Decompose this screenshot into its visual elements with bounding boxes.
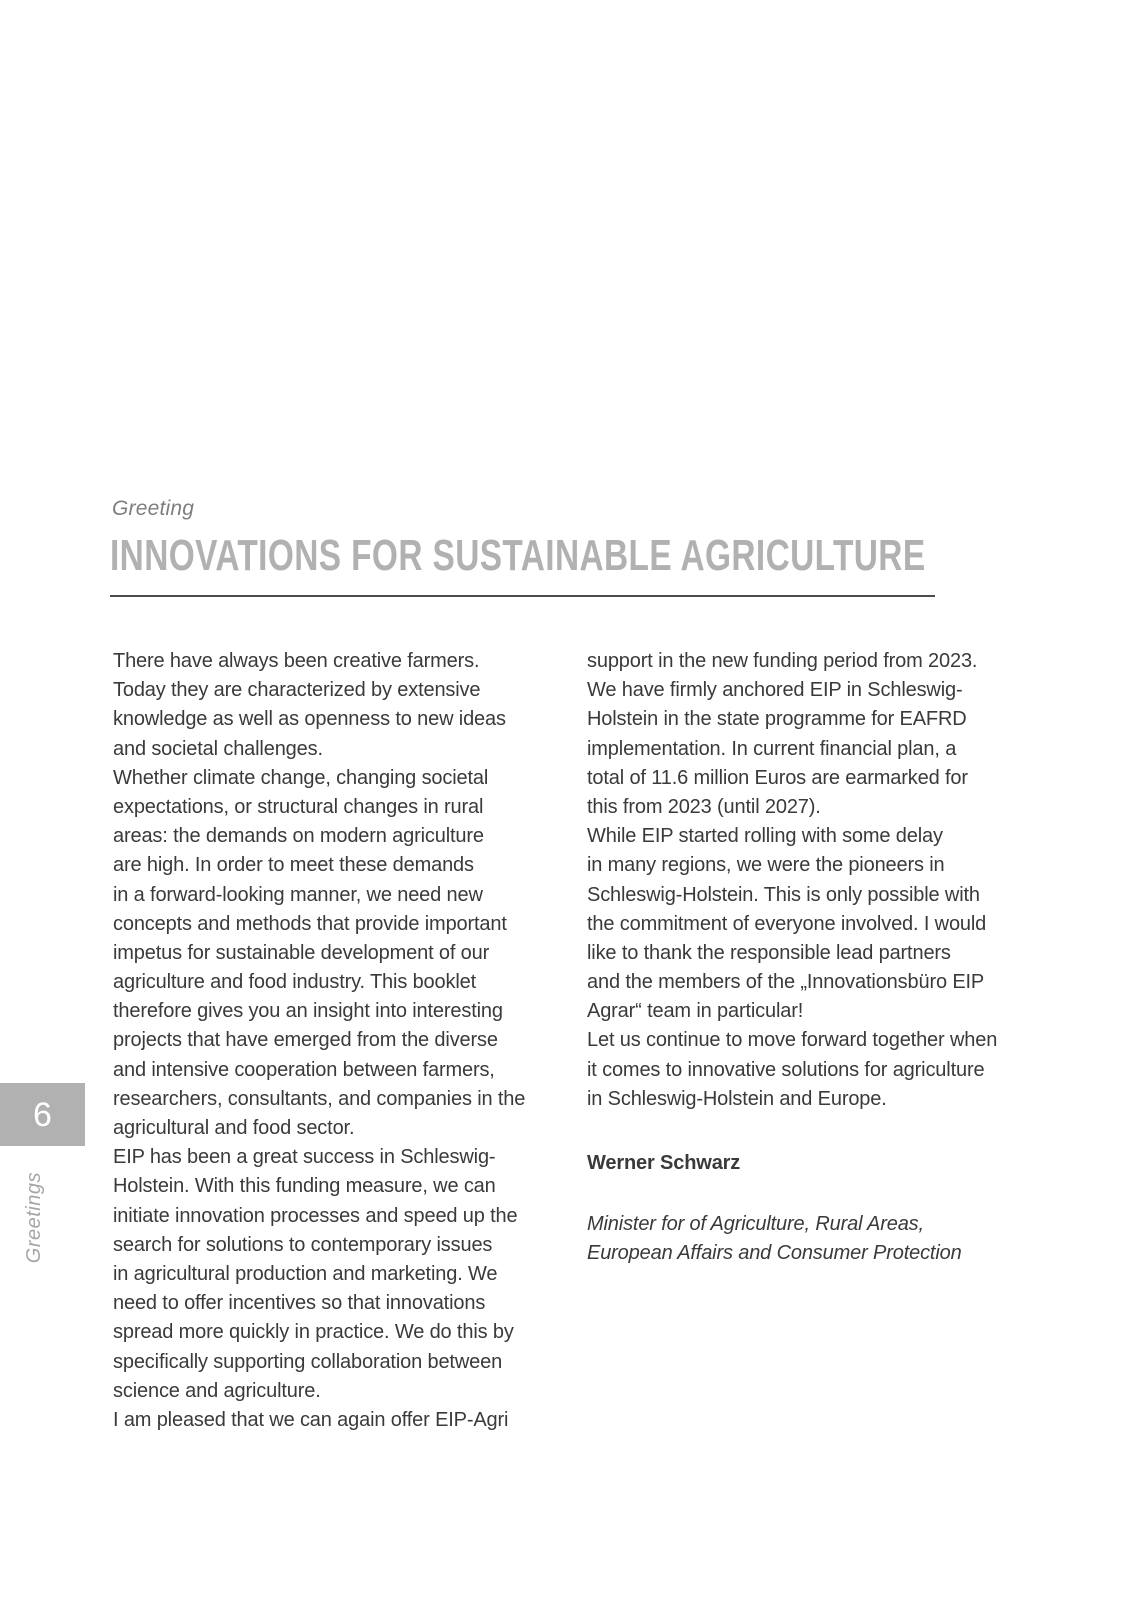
article-column-right bbox=[587, 647, 1047, 1269]
text-line: European Affairs and Consumer Protection bbox=[587, 1242, 962, 1265]
article-column-right-text bbox=[587, 647, 1047, 1114]
text-line: Whether climate change, changing societal bbox=[113, 766, 489, 789]
text-line: Holstein. With this funding measure, we can bbox=[113, 1175, 496, 1198]
text-line: Minister for of Agriculture, Rural Areas, bbox=[587, 1213, 924, 1236]
signature-role bbox=[587, 1210, 1047, 1268]
text-line: Let us continue to move forward together when bbox=[587, 1029, 998, 1052]
page-title: INNOVATIONS FOR SUSTAINABLE AGRICULTURE bbox=[110, 531, 926, 580]
text-line: this from 2023 (until 2027). bbox=[587, 795, 821, 818]
text-line: We have firmly anchored EIP in Schleswig- bbox=[587, 679, 963, 702]
text-line: implementation. In current financial plan, a bbox=[587, 737, 957, 760]
text-line: specifically supporting collaboration between bbox=[113, 1350, 503, 1373]
text-line: agricultural and food sector. bbox=[113, 1117, 355, 1139]
text-line: in many regions, we were the pioneers in bbox=[587, 854, 945, 877]
text-line: and societal challenges. bbox=[113, 737, 323, 760]
text-line: I am pleased that we can again offer EIP-Agri bbox=[113, 1408, 509, 1431]
text-line: in a forward-looking manner, we need new bbox=[113, 883, 483, 906]
text-line: researchers, consultants, and companies in the bbox=[113, 1087, 526, 1110]
text-line: While EIP started rolling with some delay bbox=[587, 825, 943, 848]
kicker-label: Greeting bbox=[112, 497, 195, 520]
text-line: Today they are characterized by extensive bbox=[113, 679, 481, 702]
page-number-box bbox=[0, 1083, 85, 1146]
text-line: knowledge as well as openness to new ideas bbox=[113, 708, 506, 731]
title-divider bbox=[110, 595, 935, 597]
sidebar-section-label bbox=[14, 1163, 54, 1273]
text-line: the commitment of everyone involved. I would bbox=[587, 912, 987, 935]
text-line: search for solutions to contemporary issues bbox=[113, 1233, 493, 1256]
text-line: concepts and methods that provide important bbox=[113, 912, 507, 935]
text-line: projects that have emerged from the diverse bbox=[113, 1029, 498, 1052]
text-line: There have always been creative farmers. bbox=[113, 650, 480, 672]
text-line: spread more quickly in practice. We do this by bbox=[113, 1321, 514, 1344]
sidebar-section-label-text: Greetings bbox=[22, 1172, 45, 1264]
text-line: Schleswig-Holstein. This is only possible with bbox=[587, 883, 980, 906]
text-line: Holstein in the state programme for EAFRD bbox=[587, 708, 967, 731]
text-line: and intensive cooperation between farmers, bbox=[113, 1058, 495, 1081]
text-line: support in the new funding period from 2023. bbox=[587, 650, 978, 672]
text-line: like to thank the responsible lead partners bbox=[587, 941, 951, 964]
text-line: expectations, or structural changes in rural bbox=[113, 795, 484, 818]
text-line: impetus for sustainable development of our bbox=[113, 941, 490, 964]
text-line: EIP has been a great success in Schleswig- bbox=[113, 1146, 496, 1169]
text-line: initiate innovation processes and speed up the bbox=[113, 1204, 518, 1227]
signature-name: Werner Schwarz bbox=[587, 1152, 741, 1174]
article-column-left bbox=[113, 647, 573, 1435]
text-line: and the members of the „Innovationsbüro EIP bbox=[587, 971, 985, 994]
text-line: areas: the demands on modern agriculture bbox=[113, 825, 484, 848]
text-line: are high. In order to meet these demands bbox=[113, 854, 474, 877]
text-line: it comes to innovative solutions for agriculture bbox=[587, 1058, 985, 1081]
text-line: in agricultural production and marketing. We bbox=[113, 1262, 498, 1285]
text-line: agriculture and food industry. This booklet bbox=[113, 971, 477, 994]
text-line: total of 11.6 million Euros are earmarked for bbox=[587, 766, 968, 789]
text-line: therefore gives you an insight into interesting bbox=[113, 1000, 503, 1023]
text-line: in Schleswig-Holstein and Europe. bbox=[587, 1087, 887, 1110]
text-line: science and agriculture. bbox=[113, 1379, 321, 1402]
text-line: Agrar“ team in particular! bbox=[587, 1000, 804, 1023]
text-line: need to offer incentives so that innovations bbox=[113, 1292, 486, 1315]
page-number: 6 bbox=[33, 1095, 52, 1134]
